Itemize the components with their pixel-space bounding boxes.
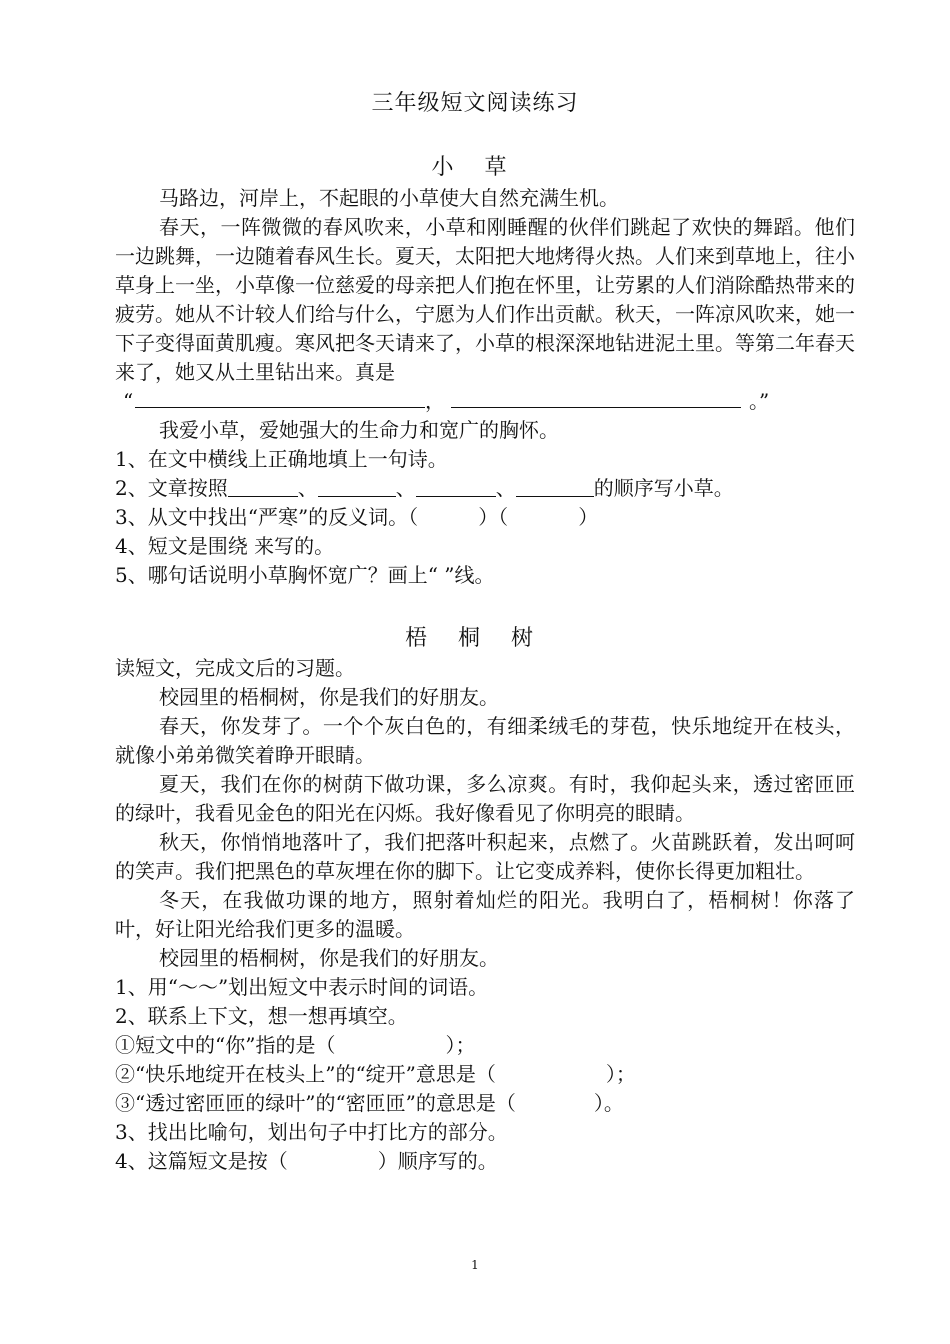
question-3-end: ） <box>578 505 599 529</box>
story2-question-4 <box>115 1147 855 1176</box>
page-title: 三年级短文阅读练习 <box>371 91 579 116</box>
question-text: ①短文中的“你”指的是（ <box>115 1033 336 1057</box>
question-text: ③“透过密匝匝的绿叶”的“密匝匝”的意思是（ <box>115 1091 516 1115</box>
question-text: 4、这篇短文是按（ <box>115 1149 288 1173</box>
story1-paragraph-2: 春天，一阵微微的春风吹来，小草和刚睡醒的伙伴们跳起了欢快的舞蹈。他们一边跳舞，一边随着春风生长。夏天，太阳把大地烤得火热。人们来到草地上，往小草身上一坐，小草像一位慈爱的母亲把人们抱在怀里，让劳累的人们消除酷热带来的疲劳。她从不计较人们给与什么，宁愿为人们作出贡献。秋天，一阵凉风吹来，她一下子变得面黄肌瘦。寒风把冬天请来了，小草的根深深地钻进泥土里。等第二年春天来了，她又从土里钻出来。真是 <box>115 215 855 384</box>
separator: 、 <box>395 476 416 500</box>
question-end: ）； <box>605 1062 636 1086</box>
question-text: ②“快乐地绽开在枝头上”的“绽开”意思是（ <box>115 1062 496 1086</box>
story2-paragraph-2: 春天，你发芽了。一个个灰白色的，有细柔绒毛的芽苞，快乐地绽开在枝头，就像小弟弟微笑着睁开眼睛。 <box>115 714 855 767</box>
story1-question-3 <box>115 503 855 532</box>
order-blank-3[interactable] <box>416 476 496 497</box>
story1-question-1: 1、在文中横线上正确地填上一句诗。 <box>115 447 448 471</box>
question-2-text: 2、文章按照 <box>115 476 228 500</box>
question-end: ）。 <box>593 1091 624 1115</box>
story2-question-2-2 <box>115 1060 855 1089</box>
page-number: 1 <box>471 1258 479 1272</box>
story2-heading: 梧 桐 树 <box>405 626 545 651</box>
question-end: ）； <box>445 1033 476 1057</box>
story2-paragraph-1: 校园里的梧桐树，你是我们的好朋友。 <box>159 685 499 709</box>
poem-blank-1[interactable] <box>135 387 425 408</box>
story2-question-2-3 <box>115 1089 855 1118</box>
story1-question-4: 4、短文是围绕 来写的。 <box>115 534 335 558</box>
poem-blank-2[interactable] <box>451 387 741 408</box>
quote-open: “ <box>123 389 134 413</box>
story2-question-3: 3、找出比喻句，划出句子中打比方的部分。 <box>115 1120 508 1144</box>
story1-question-2 <box>115 474 855 503</box>
question-3-mid: ）（ <box>478 505 509 529</box>
question-end: ）顺序写的。 <box>377 1149 498 1173</box>
story1-paragraph-1: 马路边，河岸上，不起眼的小草使大自然充满生机。 <box>159 186 619 210</box>
question-3-text: 3、从文中找出“严寒”的反义词。（ <box>115 505 419 529</box>
story1-paragraph-3: 我爱小草，爱她强大的生命力和宽广的胸怀。 <box>159 418 559 442</box>
story1-body <box>115 184 855 590</box>
story2-paragraph-5: 冬天，在我做功课的地方，照射着灿烂的阳光。我明白了，梧桐树！你落了叶，好让阳光给我们更多的温暖。 <box>115 888 855 941</box>
story2-question-1: 1、用“～～”划出短文中表示时间的词语。 <box>115 975 489 999</box>
question-2-tail: 的顺序写小草。 <box>593 476 734 500</box>
story1-heading: 小 草 <box>431 155 519 180</box>
story2-paragraph-3: 夏天，我们在你的树荫下做功课，多么凉爽。有时，我仰起头来，透过密匝匝的绿叶，我看见金色的阳光在闪烁。我好像看见了你明亮的眼睛。 <box>115 772 855 825</box>
quote-close: 。” <box>749 389 770 413</box>
story2-paragraph-4: 秋天，你悄悄地落叶了，我们把落叶积起来，点燃了。火苗跳跃着，发出呵呵的笑声。我们把黑色的草灰埋在你的脚下。让它变成养料，使你长得更加粗壮。 <box>115 830 855 883</box>
order-blank-4[interactable] <box>516 476 594 497</box>
order-blank-1[interactable] <box>228 476 298 497</box>
story2-question-2-1 <box>115 1031 855 1060</box>
poem-fill-line <box>115 387 855 416</box>
story2-body <box>115 654 855 1176</box>
order-blank-2[interactable] <box>318 476 396 497</box>
quote-comma: ， <box>425 389 445 413</box>
story2-paragraph-6: 校园里的梧桐树，你是我们的好朋友。 <box>159 946 499 970</box>
story1-question-5: 5、哪句话说明小草胸怀宽广？画上“ ”线。 <box>115 563 495 587</box>
separator: 、 <box>297 476 318 500</box>
story2-question-2: 2、联系上下文，想一想再填空。 <box>115 1004 408 1028</box>
separator: 、 <box>495 476 516 500</box>
story2-intro: 读短文，完成文后的习题。 <box>115 656 355 680</box>
